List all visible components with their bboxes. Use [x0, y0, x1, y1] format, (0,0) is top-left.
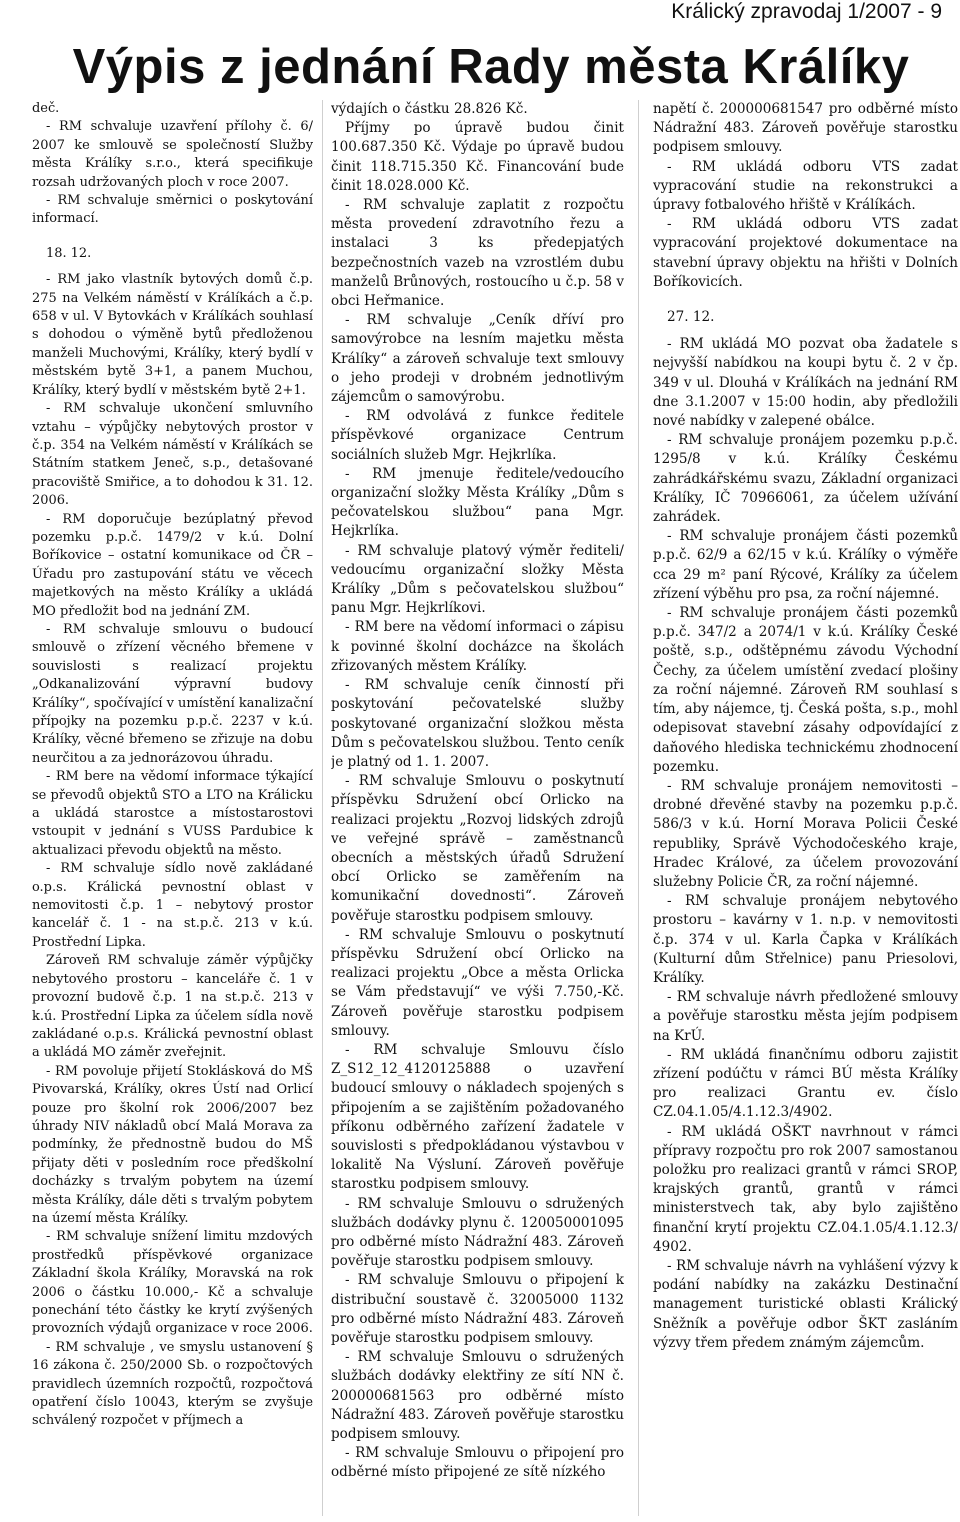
resolution-paragraph: - RM schvaluje uzavření přílohy č. 6/ 2007 ke smlouvě se společností Služby města Králíky s.r.o., která specifikuje rozsah udržovaných ploch v roce 2007. — [32, 119, 313, 190]
resolution-paragraph: - RM schvaluje ceník činností při poskytování pečovatelské služby poskytované organizační složkou města Dům s pečovatelskou službou. Tento ceník je platný od 1. 1. 2007. — [331, 677, 624, 770]
resolution-paragraph: - RM schvaluje pronájem pozemku p.p.č. 1295/8 v k.ú. Králíky Českému zahrádkářskému svazu, Základní organizaci Králíky, IČ 70966061, za účelem užívání zahrádek. — [653, 432, 958, 526]
resolution-paragraph: - RM bere na vědomí informace týkající se převodů objektů STO a LTO na Králicku a ukládá starostce a místostarostovi vstoupit v jednání s VUSS Pardubice k aktualizaci převodu objektů na město. — [32, 769, 313, 858]
resolution-paragraph: deč. — [32, 101, 60, 116]
resolution-paragraph: - RM schvaluje platový výměr řediteli/ vedoucímu organizační složky Města Králíky „Dům s pečovatelskou službou“ panu Mgr. Hejkrlíkovi. — [331, 542, 624, 617]
resolution-paragraph: - RM schvaluje sídlo nově zakládané o.p.s. Králická pevnostní oblast v nemovitosti č.p. 1 – nebytový prostor kancelář č. 1 - na st.p.č. 213 v k.ú. Prostřední Lipka. — [32, 861, 313, 950]
text-column-3 — [653, 100, 958, 1518]
resolution-paragraph: - RM schvaluje Smlouvu o poskytnutí příspěvku Sdružení obcí Orlicko na realizaci projektu „Rozvoj lidských zdrojů ve veřejné správě – zaměstnanců obecních a městských úřadů Sdružení obcí Orlicko se zaměřením na komunikační dovednosti“. Zároveň pověřuje starostku podpisem smlouvy. — [331, 773, 624, 924]
resolution-paragraph: - RM schvaluje Smlouvu o připojení k distribuční soustavě č. 32005000 1132 pro odběrné místo Nádražní 483. Zároveň pověřuje starostku podpisem smlouvy. — [331, 1272, 624, 1346]
page-title: Výpis z jednání Rady města Králíky — [72, 40, 910, 94]
resolution-paragraph: - RM jmenuje ředitele/vedoucího organizační složky Města Králíky „Dům s pečovatelskou službou“ pana Mgr. Hejkrlíka. — [331, 465, 624, 540]
resolution-paragraph: - RM jako vlastník bytových domů č.p. 275 na Velkém náměstí v Králíkách a č.p. 658 v ul. V Bytovkách v Králíkách souhlasí s dohodou o výměně bytů předloženou manželi Muchovými, Králíky, který bydlí v městském bytě 3+1, a panem Muchou, Králíky, který bydlí v městském bytě 2+1. — [32, 272, 313, 398]
resolution-paragraph: - RM schvaluje zaplatit z rozpočtu města provedení zdravotního řezu a instalaci 3 ks předepjatých bezpečnostních vazeb na vzrostlém dubu manželů Brůnových, rostoucího u č.p. 58 v obci Heřmanice. — [331, 197, 624, 310]
resolution-paragraph: - RM bere na vědomí informaci o zápisu k povinné školní docházce na školách zřizovaných městem Králíky. — [331, 619, 624, 674]
column-divider — [638, 100, 639, 1516]
resolution-paragraph: - RM schvaluje směrnici o poskytování informací. — [32, 193, 313, 227]
text-column-2 — [331, 100, 624, 1518]
resolution-paragraph: - RM schvaluje pronájem části pozemků p.p.č. 347/2 a 2074/1 v k.ú. Králíky České poště, s.p., odštěpnému závodu Východní Čechy, za účelem umístění zvedací plošiny za roční nájemné. Zároveň RM souhlasí s tím, aby nájemce, tj. Česká pošta, s.p., mohl odepisovat stavební zásahy odpovídající z daňového hlediska technickému zhodnocení pozemku. — [653, 605, 958, 775]
resolution-paragraph: - RM schvaluje Smlouvu číslo Z_S12_12_4120125888 o uzavření budoucí smlouvy o nákladech spojených s připojením a se zajištěním požadovaného příkonu odběrného zařízení žadatele v souvislosti s předpokládanou výstavbou v lokalitě Na Výsluní. Zároveň pověřuje starostku podpisem smlouvy. — [331, 1041, 624, 1193]
resolution-paragraph: - RM schvaluje pronájem části pozemků p.p.č. 62/9 a 62/15 v k.ú. Králíky o výměře cca 29 m² paní Rýcové, Králíky za účelem zřízení výběhu pro psa, za roční nájemné. — [653, 528, 958, 602]
resolution-paragraph: napětí č. 200000681547 pro odběrné místo Nádražní 483. Zároveň pověřuje starostku podpisem smlouvy. — [653, 101, 958, 156]
resolution-paragraph: - RM schvaluje Smlouvu o sdružených službách dodávky elektřiny ze sítí NN č. 200000681563 pro odběrné místo Nádražní 483. Zároveň pověřuje starostku podpisem smlouvy. — [331, 1349, 624, 1443]
resolution-paragraph: - RM odvolává z funkce ředitele příspěvkové organizace Centrum sociálních služeb Mgr. Hejkrlíka. — [331, 408, 624, 463]
resolution-paragraph: výdajích o částku 28.826 Kč. — [331, 101, 528, 117]
resolution-paragraph: - RM schvaluje smlouvu o budoucí smlouvě o zřízení věcného břemene v souvislosti s realizací projektu „Odkanalizování výpravní budovy Králíky“, spočívající v umístění kanalizační přípojky na pozemku p.p.č. 2237 v k.ú. Králíky, věcné břemeno se zřizuje na dobu neurčitou a za jednorázovou úhradu. — [32, 621, 313, 766]
text-column-1 — [32, 100, 313, 1518]
resolution-paragraph: - RM schvaluje návrh na vyhlášení výzvy k podání nabídky na zakázku Destinační management turistické oblasti Králický Sněžník a pověřuje odbor ŠKT zasláním výzvy třem předem známým zájemcům. — [653, 1257, 958, 1351]
resolution-paragraph: - RM povoluje přijetí Stoklásková do MŠ Pivovarská, Králíky, okres Ústí nad Orlicí pouze pro školní rok 2006/2007 bez úhrady NIV nákladů obcí Malá Morava za podmínky, že přednostně budou do MŠ přijaty děti v posledním roce předškolní docházky s trvalým pobytem na území města Králíky, dále děti s trvalým pobytem na území města Králíky. — [32, 1063, 313, 1226]
resolution-paragraph: - RM ukládá OŠKT navrhnout v rámci přípravy rozpočtu pro rok 2007 samostanou položku pro realizaci grantů v rámci SROP, krajských grantů, grantů v rámci ministerstvech tak, aby bylo zajištěno finanční krytí projektu CZ.04.1.05/4.1.12.3/ 4902. — [653, 1123, 958, 1255]
resolution-paragraph: - RM schvaluje , ve smyslu ustanovení § 16 zákona č. 250/2000 Sb. o rozpočtových pravidlech územních rozpočtů, rozpočtová opatření číslo 10043, kterým se zvyšuje schválený rozpočet v příjmech a — [32, 1339, 313, 1429]
resolution-paragraph: - RM schvaluje pronájem nebytového prostoru – kavárny v 1. n.p. v nemovitosti č.p. 374 v ul. Karla Čapka v Králíkách (Kulturní dům Střelnice) panu Priesolovi, Králíky. — [653, 893, 958, 986]
resolution-paragraph: - RM schvaluje návrh předložené smlouvy a pověřuje starostku města jejím podpisem na KrÚ. — [653, 989, 958, 1044]
resolution-paragraph: - RM ukládá finančnímu odboru zajistit zřízení podúčtu v rámci BÚ města Králíky pro realizaci Grantu ev. číslo CZ.04.1.05/4.1.12.3/4902. — [653, 1046, 958, 1121]
resolution-paragraph: Příjmy po úpravě budou činit 100.687.350 Kč. Výdaje po úpravě budou činit 118.715.350 Kč. Financování bude činit 18.028.000 Kč. — [331, 120, 624, 194]
resolution-paragraph: - RM schvaluje pronájem nemovitosti – drobné dřevěné stavby na pozemku p.p.č. 586/3 v k.ú. Horní Morava Policii České republiky, Správě Východočeského kraje, Hradec Králové, za účelem provozování služebny Policie ČR, za roční nájemné. — [653, 777, 958, 890]
column-divider — [322, 100, 323, 1516]
resolution-paragraph: - RM schvaluje ukončení smluvního vztahu – výpůjčky nebytových prostor v č.p. 354 na Velkém náměstí v Králíkách se Státním statkem Jeneč, s.p., detašované pracoviště Smiřice, a to dohodou k 31. 12. 2006. — [32, 401, 313, 509]
running-header: Králický zpravodaj 1/2007 - 9 — [671, 0, 942, 23]
resolution-paragraph: - RM ukládá odboru VTS zadat vypracování projektové dokumentace na stavební úpravy objektu na hřišti v Dolních Boříkovicích. — [653, 216, 958, 290]
resolution-paragraph: - RM schvaluje „Ceník dříví pro samovýrobce na lesním majetku města Králíky“ a zároveň schvaluje text smlouvy o jeho prodeji v drobném jednotlivým zájemcům o samovýrobu. — [331, 312, 624, 406]
resolution-paragraph: - RM schvaluje Smlouvu o poskytnutí příspěvku Sdružení obcí Orlicko na realizaci projektu „Obce a města Orlicka se Vám představují“ ve výši 7.750,-Kč. Zároveň pověřuje starostku podpisem smlouvy. — [331, 926, 624, 1039]
resolution-paragraph: - RM doporučuje bezúplatný převod pozemku p.p.č. 1479/2 v k.ú. Dolní Boříkovice – ostatní komunikace od ČR – Úřadu pro zastupování státu ve věcech majetkových na město Králíky a ukládá MO předložit bod na jednání ZM. — [32, 511, 313, 619]
meeting-date: 27. 12. — [667, 309, 715, 326]
resolution-paragraph: Zároveň RM schvaluje záměr výpůjčky nebytového prostoru – kanceláře č. 1 v provozní budově č.p. 1 na st.p.č. 213 v k.ú. Prostřední Lipka za účelem sídla nově zakládané o.p.s. Králická pevnostní oblast a ukládá MO záměr zveřejnit. — [32, 953, 313, 1061]
resolution-paragraph: - RM ukládá MO pozvat oba žadatele s nejvyšší nabídkou na koupi bytu č. 2 v čp. 349 v ul. Dlouhá v Králíkách na jednání RM dne 3.1.2007 v 15:00 hodin, aby předložili nové nabídky v zalepené obálce. — [653, 336, 958, 430]
resolution-paragraph: - RM schvaluje snížení limitu mzdových prostředků příspěvkové organizace Základní škola Králíky, Moravská na rok 2006 o částku 10.000,- Kč a schvaluje ponechání této částky ke krytí zvýšených provozních výdajů organizace v roce 2006. — [32, 1229, 313, 1337]
meeting-date: 18. 12. — [46, 245, 92, 261]
resolution-paragraph: - RM ukládá odboru VTS zadat vypracování studie na rekonstrukci a úpravy fotbalového hřiště v Králíkách. — [653, 158, 958, 214]
resolution-paragraph: - RM schvaluje Smlouvu o sdružených službách dodávky plynu č. 120050001095 pro odběrné místo Nádražní 483. Zároveň pověřuje starostku podpisem smlouvy. — [331, 1195, 624, 1270]
resolution-paragraph: - RM schvaluje Smlouvu o připojení pro odběrné místo připojené ze sítě nízkého — [331, 1445, 624, 1481]
